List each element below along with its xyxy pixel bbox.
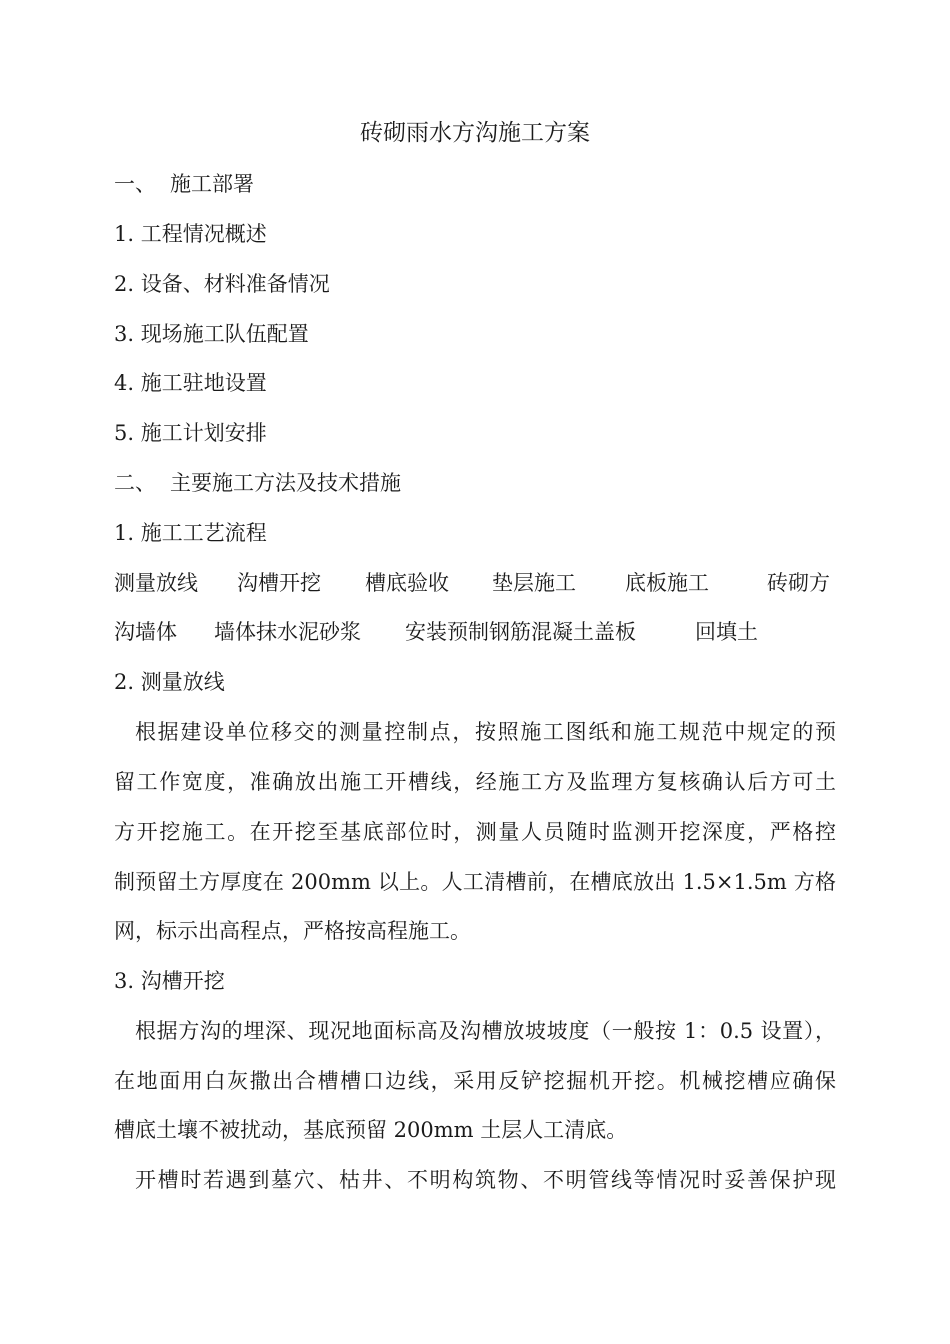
paragraph-line: 根据方沟的埋深、现况地面标高及沟槽放坡坡度（一般按 1：0.5 设置），	[135, 1019, 836, 1043]
list-item: 1. 工程情况概述	[114, 222, 267, 246]
paragraph-line: 制预留土方厚度在 200mm 以上。人工清槽前，在槽底放出 1.5×1.5m 方格	[114, 870, 836, 894]
list-item: 2. 设备、材料准备情况	[114, 272, 330, 296]
paragraph-line: 在地面用白灰撒出合槽槽口边线，采用反铲挖掘机开挖。机械挖槽应确保	[114, 1069, 836, 1093]
section-number: 一、	[114, 172, 156, 196]
flow-step: 沟槽开挖	[237, 571, 321, 595]
flow-step: 砖砌方	[767, 571, 830, 595]
section-title: 施工部署	[170, 172, 254, 196]
section-heading-1	[114, 166, 254, 202]
flow-step: 垫层施工	[492, 571, 576, 595]
page-title: 砖砌雨水方沟施工方案	[360, 120, 590, 146]
paragraph-line: 根据建设单位移交的测量控制点，按照施工图纸和施工规范中规定的预	[135, 720, 836, 744]
paragraph-line: 开槽时若遇到墓穴、枯井、不明构筑物、不明管线等情况时妥善保护现	[135, 1168, 836, 1192]
process-flow-row	[114, 565, 836, 601]
flow-step: 安装预制钢筋混凝土盖板	[405, 620, 636, 644]
paragraph-line: 留工作宽度，准确放出施工开槽线，经施工方及监理方复核确认后方可土	[114, 770, 836, 794]
flow-step: 沟墙体	[114, 620, 177, 644]
flow-step: 回填土	[695, 620, 758, 644]
subsection-heading: 3. 沟槽开挖	[114, 969, 225, 993]
flow-step: 槽底验收	[365, 571, 449, 595]
list-item: 4. 施工驻地设置	[114, 371, 267, 395]
flow-step: 底板施工	[625, 571, 709, 595]
subsection-heading: 2. 测量放线	[114, 670, 225, 694]
paragraph-line: 槽底土壤不被扰动，基底预留 200mm 土层人工清底。	[114, 1118, 628, 1142]
section-heading-2	[114, 465, 401, 501]
process-flow-row	[114, 614, 836, 650]
list-item: 3. 现场施工队伍配置	[114, 322, 309, 346]
section-title: 主要施工方法及技术措施	[170, 471, 401, 495]
paragraph-line: 网，标示出高程点，严格按高程施工。	[114, 919, 471, 943]
flow-step: 墙体抹水泥砂浆	[214, 620, 361, 644]
list-item: 5. 施工计划安排	[114, 421, 267, 445]
subsection-heading: 1. 施工工艺流程	[114, 521, 267, 545]
paragraph-line: 方开挖施工。在开挖至基底部位时，测量人员随时监测开挖深度，严格控	[114, 820, 836, 844]
flow-step: 测量放线	[114, 571, 198, 595]
section-number: 二、	[114, 471, 156, 495]
